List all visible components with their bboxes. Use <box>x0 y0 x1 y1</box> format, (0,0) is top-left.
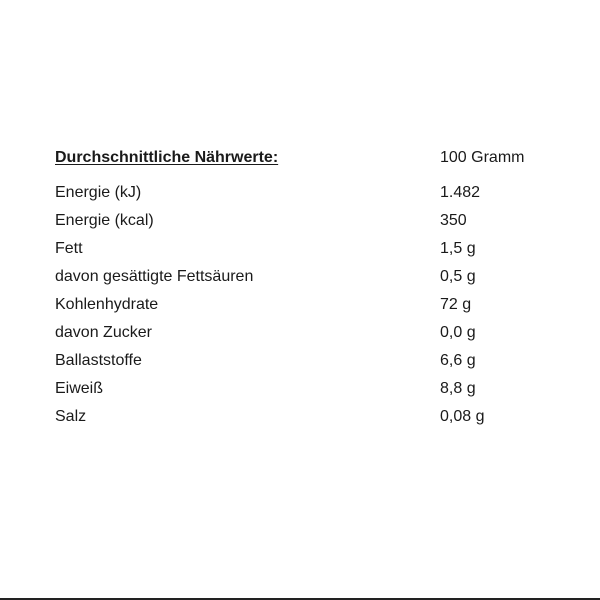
row-value: 1,5 g <box>440 240 476 257</box>
row-value: 6,6 g <box>440 352 476 369</box>
row-value: 0,0 g <box>440 324 476 341</box>
row-label: Fett <box>55 240 83 257</box>
row-label: Ballaststoffe <box>55 352 142 369</box>
row-label: Salz <box>55 408 87 425</box>
row-label: Eiweiß <box>55 380 104 397</box>
table-row <box>55 265 555 289</box>
table-row <box>55 293 555 317</box>
row-value: 1.482 <box>440 184 481 201</box>
row-value: 350 <box>440 212 467 229</box>
table-row <box>55 209 555 233</box>
row-value: 0,5 g <box>440 268 476 285</box>
row-value: 72 g <box>440 296 472 313</box>
row-label: davon gesättigte Fettsäuren <box>55 268 254 285</box>
row-label: davon Zucker <box>55 324 152 341</box>
row-label: Energie (kcal) <box>55 212 154 229</box>
row-value: 0,08 g <box>440 408 485 425</box>
table-header <box>55 146 555 170</box>
table-row <box>55 377 555 401</box>
table-row <box>55 405 555 429</box>
table-row <box>55 321 555 345</box>
row-label: Kohlenhydrate <box>55 296 159 313</box>
table-title: Durchschnittliche Nährwerte: <box>55 149 279 166</box>
table-row <box>55 181 555 205</box>
serving-unit: 100 Gramm <box>440 149 525 166</box>
row-label: Energie (kJ) <box>55 184 142 201</box>
table-row <box>55 349 555 373</box>
row-value: 8,8 g <box>440 380 476 397</box>
table-row <box>55 237 555 261</box>
